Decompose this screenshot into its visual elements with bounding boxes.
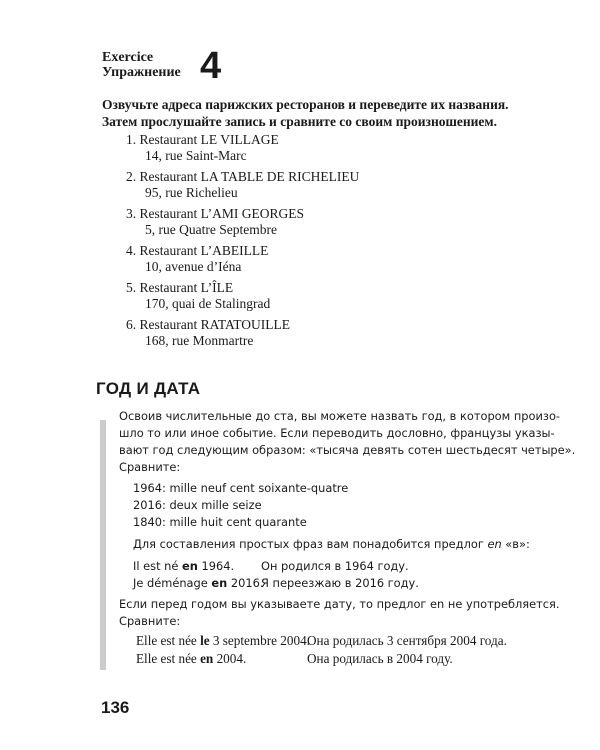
text-line: Если перед годом вы указываете дату, то предлог en не употребляется.: [119, 597, 560, 611]
sentence-text: 2004.: [213, 651, 247, 666]
sentence-ru: Я переезжаю в 2016 году.: [261, 576, 419, 590]
restaurant-name: 5. Restaurant L’ÎLE: [126, 280, 234, 295]
intro-paragraph: [119, 408, 575, 476]
restaurant-name: 4. Restaurant L’ABEILLE: [126, 243, 269, 258]
sentence-fr: [133, 575, 263, 592]
date-fr: [136, 632, 310, 649]
restaurant-name: 3. Restaurant L’AMI GEORGES: [126, 206, 304, 221]
restaurant-list: [126, 132, 359, 354]
list-item: [126, 206, 359, 238]
sentence-text: Elle est née: [136, 633, 201, 648]
text-line: вают год следующим образом: «тысяча девять сотен шестьдесят четыре».: [119, 443, 576, 457]
list-item: [126, 169, 359, 201]
sentence-bold: en: [182, 559, 198, 573]
sentence-text: Je déménage: [133, 576, 212, 590]
text-line: Освоив числительные до ста, вы можете назвать год, в котором произо-: [119, 409, 561, 423]
restaurant-address: 170, quai de Stalingrad: [145, 296, 271, 311]
exercise-instruction: [102, 96, 522, 130]
note-text: «в»:: [501, 537, 530, 551]
page-number: 136: [101, 698, 130, 717]
date-fr: [136, 650, 246, 667]
exercise-number: 4: [200, 45, 222, 87]
restaurant-name: 1. Restaurant LE VILLAGE: [126, 132, 279, 147]
instruction-line: Озвучьте адреса парижских ресторанов и переведите их названия.: [102, 97, 509, 112]
year-example: 1840: mille huit cent quarante: [133, 515, 307, 529]
sidebar-accent-bar: [100, 420, 106, 670]
restaurant-address: 10, avenue d’Iéna: [145, 259, 242, 274]
list-item: [126, 132, 359, 164]
text-line: Сравните:: [119, 460, 181, 474]
note-text: Для составления простых фраз вам понадобится предлог: [133, 537, 488, 551]
preposition-word: en: [487, 537, 502, 551]
date-ru: Она родилась 3 сентября 2004 года.: [307, 633, 507, 648]
sentence-text: 3 septembre 2004.: [209, 633, 310, 648]
section-title: ГОД И ДАТА: [96, 379, 201, 398]
instruction-line: Затем прослушайте запись и сравните со своим произношением.: [102, 114, 497, 129]
sentence-bold: en: [211, 576, 228, 590]
exercise-label-ru: Упражнение: [102, 65, 181, 80]
restaurant-address: 95, rue Richelieu: [145, 185, 238, 200]
sentence-ru: Он родился в 1964 году.: [261, 559, 409, 573]
restaurant-name: 6. Restaurant RATATOUILLE: [126, 317, 291, 332]
sentence-bold: le: [200, 633, 210, 648]
sentence-bold: en: [200, 651, 214, 666]
restaurant-address: 168, rue Monmartre: [145, 333, 254, 348]
year-example: 2016: deux mille seize: [133, 498, 262, 512]
exercise-header: [102, 45, 222, 87]
exercise-label-fr: Exercice: [102, 50, 154, 65]
restaurant-name: 2. Restaurant LA TABLE DE RICHELIEU: [126, 169, 360, 184]
list-item: [126, 243, 359, 275]
list-item: [126, 317, 359, 349]
date-ru: Она родилась в 2004 году.: [307, 651, 453, 666]
sentence-text: 2016.: [227, 576, 264, 590]
list-item: [126, 280, 359, 312]
restaurant-address: 5, rue Quatre Septembre: [145, 222, 277, 237]
sentence-fr: [133, 558, 234, 575]
year-example: 1964: mille neuf cent soixante-quatre: [133, 481, 349, 495]
date-note: [119, 596, 560, 630]
preposition-note: [133, 536, 530, 553]
text-line: шло то или иное событие. Если переводить дословно, французы указы-: [119, 426, 555, 440]
text-line: Сравните:: [119, 614, 181, 628]
sentence-text: Elle est née: [136, 651, 201, 666]
year-examples: [133, 480, 348, 531]
sentence-text: 1964.: [197, 559, 235, 573]
sentence-text: Il est né: [133, 559, 183, 573]
restaurant-address: 14, rue Saint-Marc: [145, 148, 247, 163]
